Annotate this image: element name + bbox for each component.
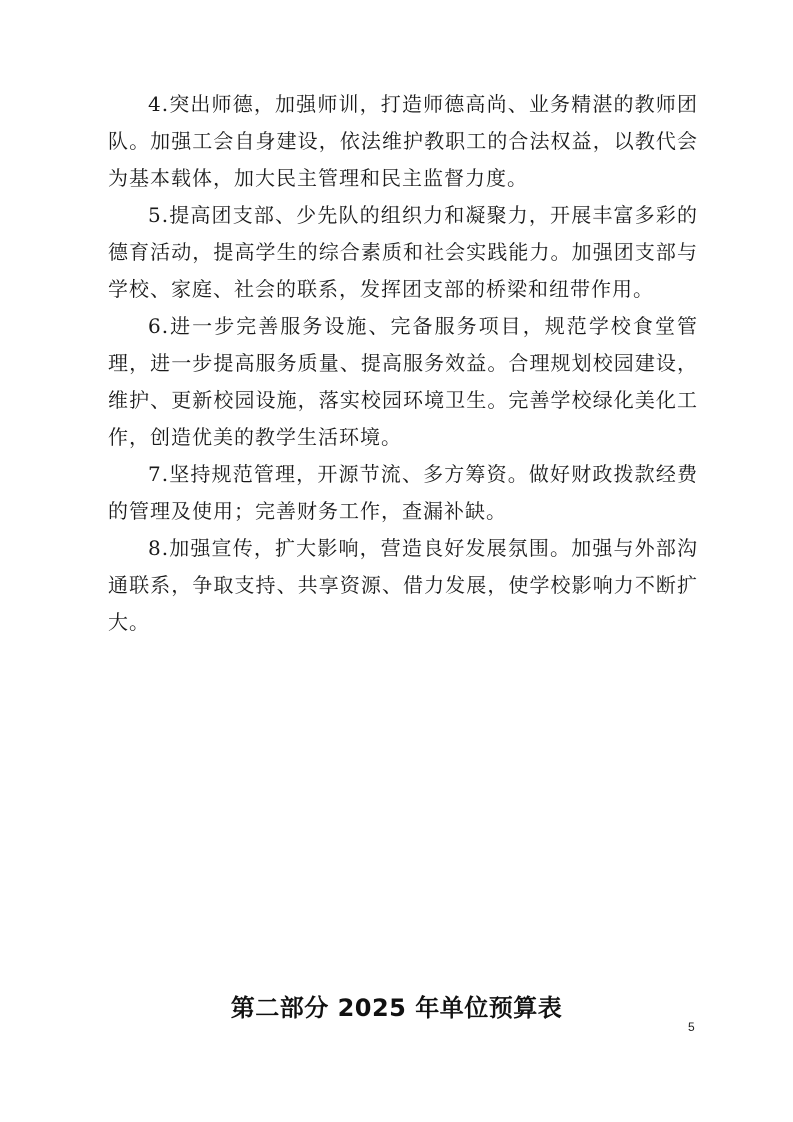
page-number: 5 [688,1020,695,1034]
paragraph-item-7: 7.坚持规范管理，开源节流、多方筹资。做好财政拨款经费的管理及使用；完善财务工作，查漏补缺。 [108,462,698,523]
paragraph-item-5: 5.提高团支部、少先队的组织力和凝聚力，开展丰富多彩的德育活动，提高学生的综合素质和社会实践能力。加强团支部与学校、家庭、社会的联系，发挥团支部的桥梁和纽带作用。 [108,203,698,301]
section-title: 第二部分 2025 年单位预算表 [230,994,563,1022]
paragraph-item-6: 6.进一步完善服务设施、完备服务项目，规范学校食堂管理，进一步提高服务质量、提高服务效益。合理规划校园建设，维护、更新校园设施，落实校园环境卫生。完善学校绿化美化工作，创造优美的教学生活环境。 [108,314,698,449]
document-body [108,86,698,641]
paragraph-item-8: 8.加强宣传，扩大影响，营造良好发展氛围。加强与外部沟通联系，争取支持、共享资源、借力发展，使学校影响力不断扩大。 [108,536,698,634]
paragraph-item-4: 4.突出师德，加强师训，打造师德高尚、业务精湛的教师团队。加强工会自身建设，依法维护教职工的合法权益，以教代会为基本载体，加大民主管理和民主监督力度。 [108,92,698,190]
